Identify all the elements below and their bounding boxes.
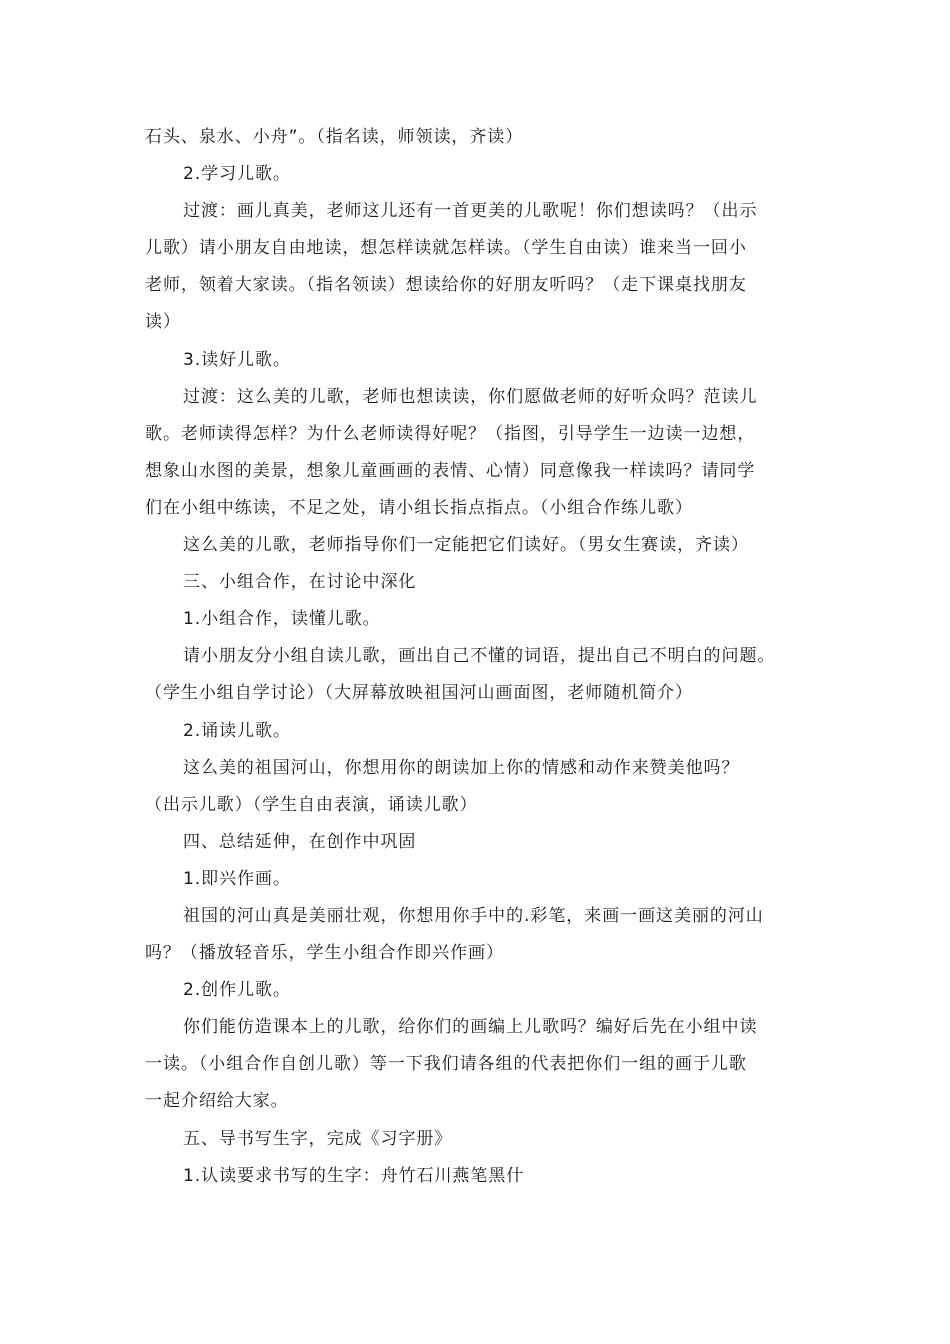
- text-line: 你们能仿造课本上的儿歌，给你们的画编上儿歌吗？编好后先在小组中读: [183, 1017, 758, 1038]
- text-line: 五、导书写生字，完成《习字册》: [183, 1128, 453, 1149]
- text-line: 老师，领着大家读。（指名领读）想读给你的好朋友听吗？（走下课桌找朋友: [145, 275, 747, 296]
- text-line: 1.认读要求书写的生字：舟竹石川燕笔黑什: [183, 1165, 525, 1186]
- text-line: （学生小组自学讨论）（大屏幕放映祖国河山画面图，老师随机简介）: [145, 683, 693, 704]
- text-line: 们在小组中练读，不足之处，请小组长指点指点。（小组合作练儿歌）: [145, 497, 693, 518]
- text-line: （出示儿歌）（学生自由表演，诵读儿歌）: [145, 794, 478, 815]
- text-line: 过渡：画儿真美，老师这儿还有一首更美的儿歌呢！你们想读吗？（出示: [183, 201, 758, 222]
- document-body: [145, 119, 810, 1195]
- text-line: 1.即兴作画。: [183, 868, 291, 889]
- text-line: 3.读好儿歌。: [183, 349, 291, 370]
- text-line: 过渡：这么美的儿歌，老师也想读读，你们愿做老师的好听众吗？范读儿: [183, 386, 758, 407]
- text-line: 读）: [145, 312, 181, 333]
- text-line: 四、总结延伸，在创作中巩固: [183, 831, 417, 852]
- text-line: 儿歌）请小朋友自由地读，想怎样读就怎样读。（学生自由读）谁来当一回小: [145, 238, 747, 259]
- text-line: 吗？（播放轻音乐，学生小组合作即兴作画）: [145, 943, 504, 964]
- text-line: 2.诵读儿歌。: [183, 720, 291, 741]
- text-line: 请小朋友分小组自读儿歌，画出自己不懂的词语，提出自己不明白的问题。: [183, 646, 776, 667]
- text-line: 想象山水图的美景，想象儿童画画的表情、心情）同意像我一样读吗？请同学: [145, 460, 756, 481]
- text-line: 这么美的祖国河山，你想用你的朗读加上你的情感和动作来赞美他吗？: [183, 757, 740, 778]
- text-line: 一读。（小组合作自创儿歌）等一下我们请各组的代表把你们一组的画于儿歌: [145, 1054, 747, 1075]
- text-line: 歌。老师读得怎样？为什么老师读得好呢？（指图，引导学生一边读一边想，: [145, 423, 756, 444]
- text-line: 石头、泉水、小舟”。（指名读，师领读，齐读）: [145, 127, 524, 147]
- text-line: 一起介绍给大家。: [145, 1091, 289, 1112]
- text-line: 2.创作儿歌。: [183, 980, 291, 1001]
- text-line: 2.学习儿歌。: [183, 164, 291, 185]
- text-line: 三、小组合作，在讨论中深化: [183, 572, 417, 593]
- text-line: 祖国的河山真是美丽壮观，你想用你手中的.彩笔，来画一画这美丽的河山: [183, 905, 764, 926]
- text-line: 1.小组合作，读懂儿歌。: [183, 609, 381, 630]
- text-line: 这么美的儿歌，老师指导你们一定能把它们读好。（男女生赛读，齐读）: [183, 535, 749, 556]
